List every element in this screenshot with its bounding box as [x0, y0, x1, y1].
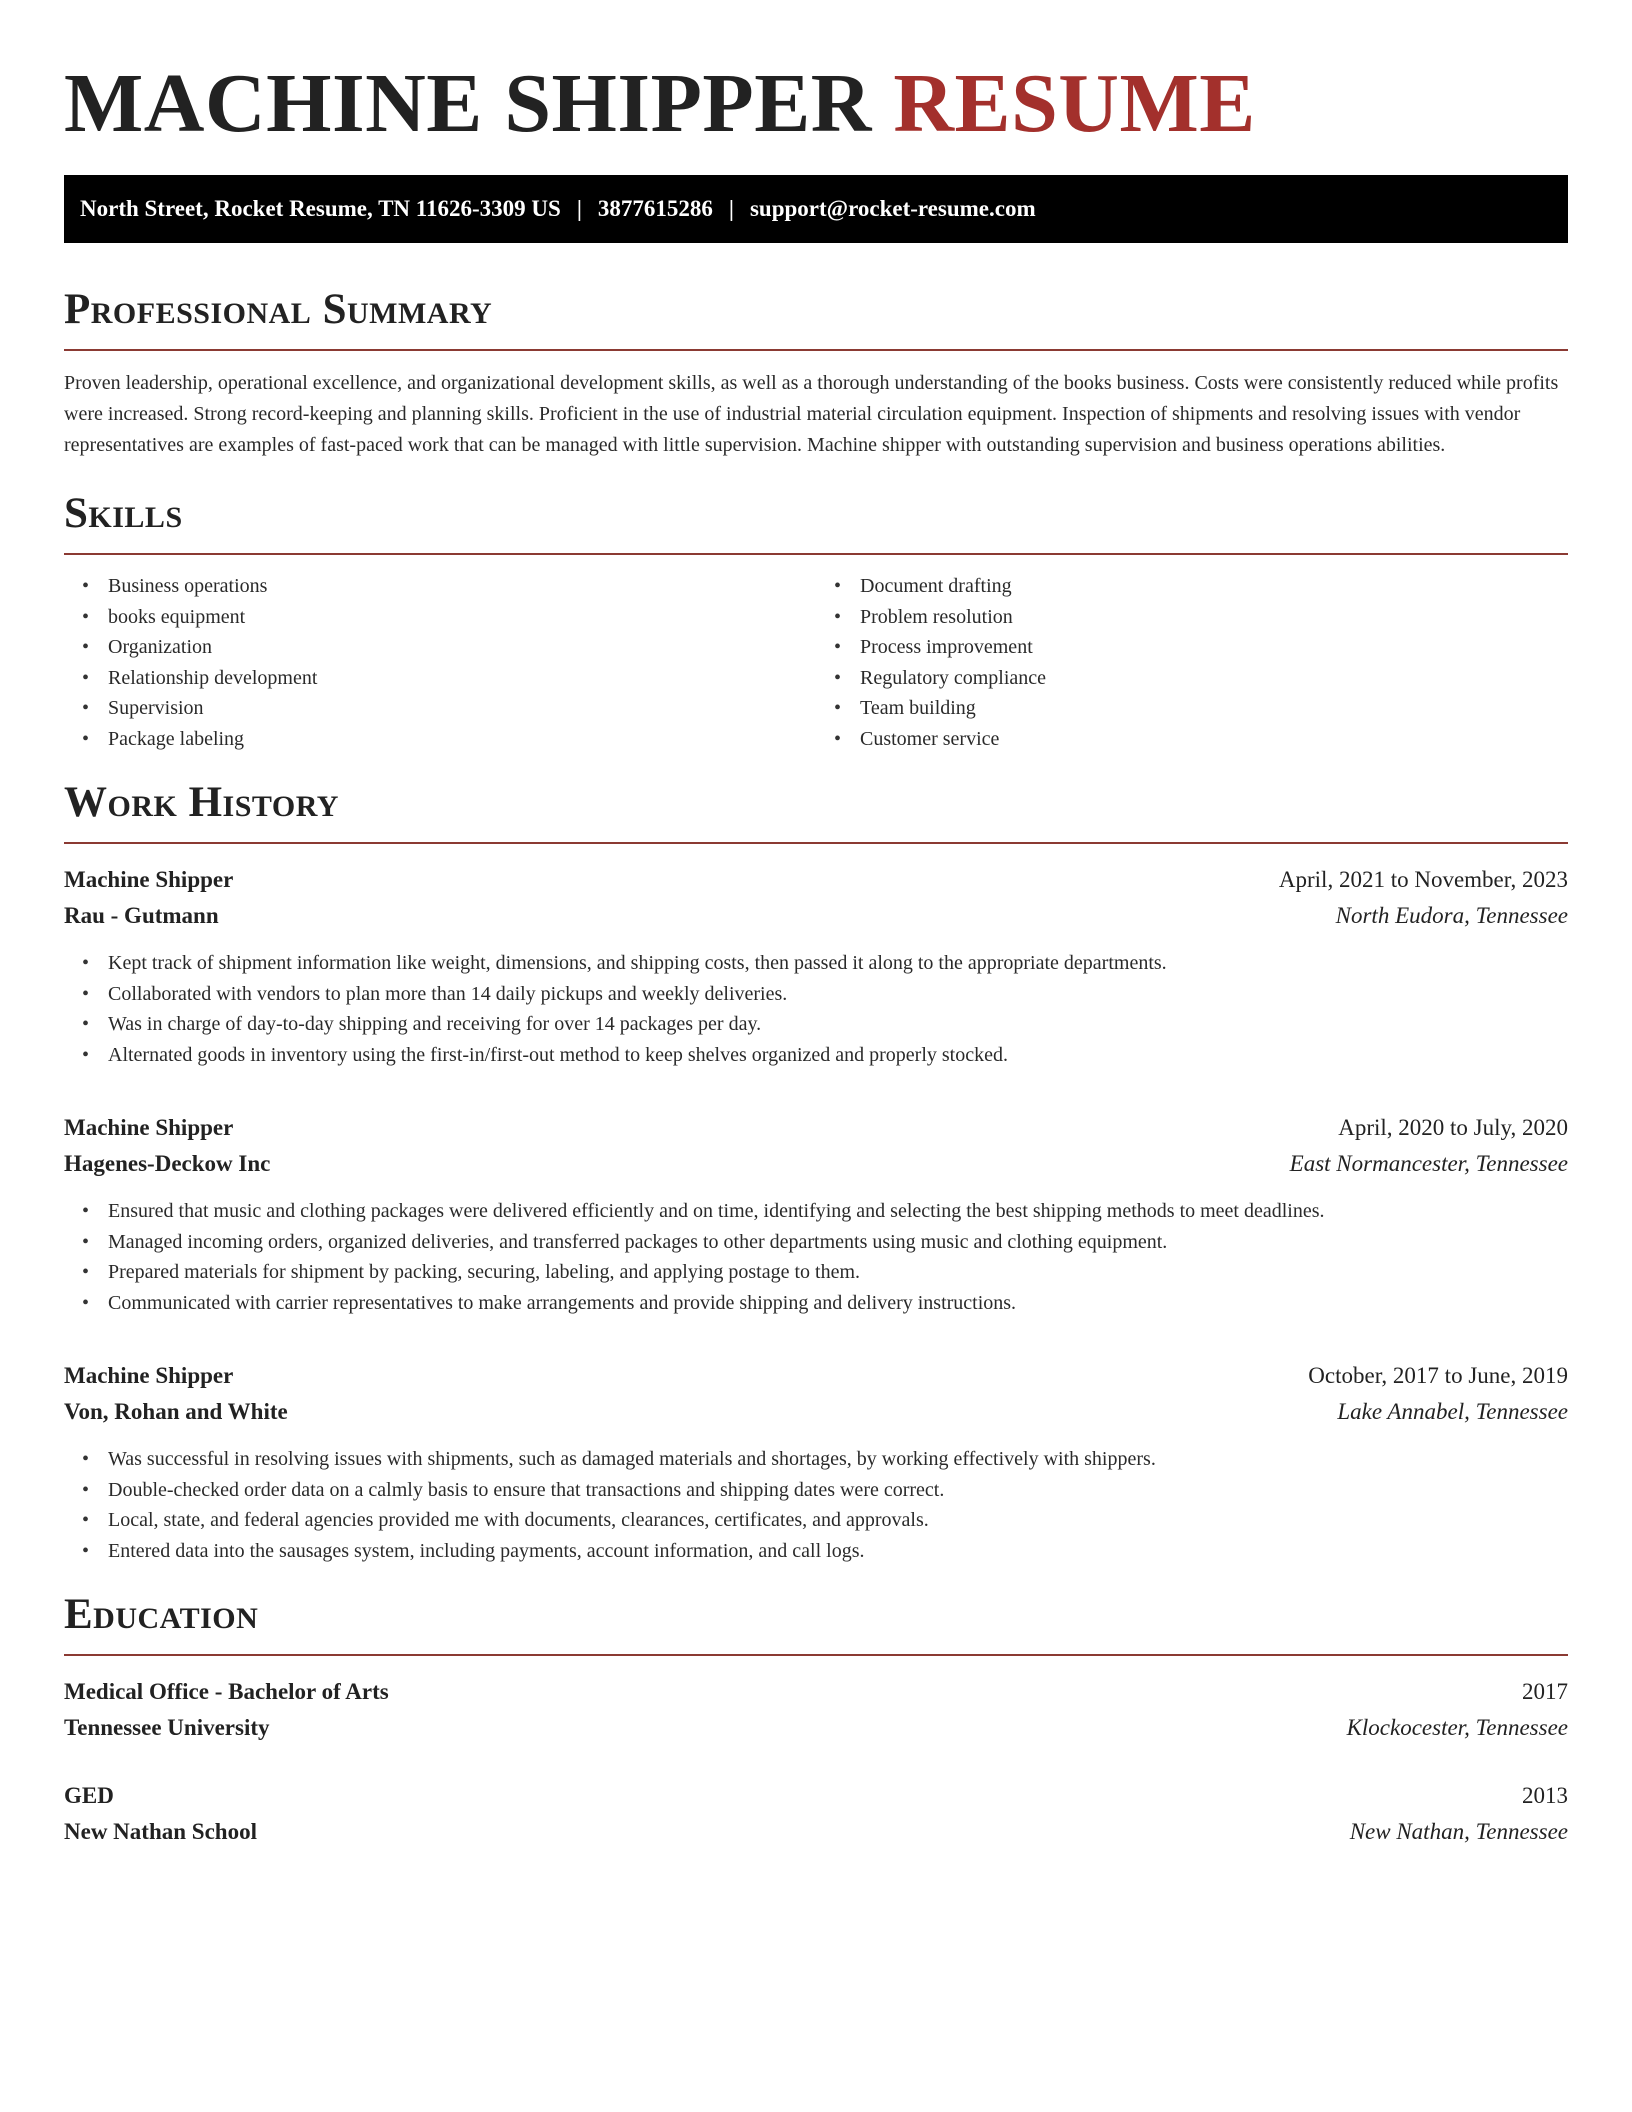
job-company-row: [64, 1394, 1568, 1430]
job-location: North Eudora, Tennessee: [1335, 903, 1568, 928]
contact-separator: |: [728, 196, 734, 221]
summary-heading: Professional Summary: [64, 285, 1568, 351]
job-title: Machine Shipper: [64, 867, 234, 892]
job-dates: April, 2021 to November, 2023: [1278, 867, 1568, 892]
skills-heading: Skills: [64, 489, 1568, 555]
page-title: [64, 0, 1568, 150]
job-dates: April, 2020 to July, 2020: [1338, 1115, 1568, 1140]
job-bullet: • Entered data into the sausages system, including payments, account information, and call logs.: [64, 1536, 1568, 1567]
summary-text: Proven leadership, operational excellence, and organizational development skills, as well as a thorough understanding of the books business. Costs were consistently reduced while profits were increased. Strong record-keeping and planning skills. Proficient in the use of industrial material circulation equipment. Inspection of shipments and resolving issues with vendor representatives are examples of fast-paced work that can be managed with little supervision. Machine shipper with outstanding supervision and business operations abilities.: [64, 372, 1559, 456]
job-entry: [64, 1358, 1568, 1566]
education-entry: [64, 1674, 1568, 1746]
job-bullet: • Communicated with carrier representatives to make arrangements and provide shipping and delivery instructions.: [64, 1288, 1568, 1319]
education-school: Tennessee University: [64, 1715, 270, 1740]
contact-phone: 3877615286: [597, 196, 713, 221]
skill-item: • Organization: [64, 632, 816, 663]
skills-column-left: [64, 571, 816, 754]
job-location: Lake Annabel, Tennessee: [1337, 1399, 1568, 1424]
skill-item: • Customer service: [816, 724, 1568, 755]
job-bullet: • Was in charge of day-to-day shipping and receiving for over 14 packages per day.: [64, 1009, 1568, 1040]
skills-column-right: [816, 571, 1568, 754]
job-bullet: • Kept track of shipment information like weight, dimensions, and shipping costs, then passed it along to the appropriate departments.: [64, 948, 1568, 979]
job-company: Von, Rohan and White: [64, 1399, 288, 1424]
contact-bar: [64, 175, 1568, 243]
job-header-row: [64, 1358, 1568, 1394]
education-year: 2013: [1522, 1783, 1568, 1808]
job-bullets: [64, 1196, 1568, 1318]
job-bullet: • Local, state, and federal agencies provided me with documents, clearances, certificates, and approvals.: [64, 1505, 1568, 1536]
job-bullets: [64, 1444, 1568, 1566]
skill-item: • Regulatory compliance: [816, 663, 1568, 694]
job-header-row: [64, 862, 1568, 898]
job-company-row: [64, 898, 1568, 934]
education-location: New Nathan, Tennessee: [1349, 1819, 1568, 1844]
job-company: Hagenes-Deckow Inc: [64, 1151, 271, 1176]
job-location: East Normancester, Tennessee: [1289, 1151, 1568, 1176]
job-company-row: [64, 1146, 1568, 1182]
skill-item: • Supervision: [64, 693, 816, 724]
education-school-row: [64, 1814, 1568, 1850]
education-degree: Medical Office - Bachelor of Arts: [64, 1679, 389, 1704]
job-title: Machine Shipper: [64, 1363, 234, 1388]
skill-item: • Problem resolution: [816, 602, 1568, 633]
job-entry: [64, 1110, 1568, 1318]
contact-email: support@rocket-resume.com: [749, 196, 1036, 221]
skill-item: • Relationship development: [64, 663, 816, 694]
job-bullet: • Double-checked order data on a calmly basis to ensure that transactions and shipping dates were correct.: [64, 1475, 1568, 1506]
job-dates: October, 2017 to June, 2019: [1308, 1363, 1568, 1388]
education-header-row: [64, 1674, 1568, 1710]
title-accent: RESUME: [893, 57, 1256, 150]
job-entry: [64, 862, 1568, 1070]
job-bullet: • Collaborated with vendors to plan more than 14 daily pickups and weekly deliveries.: [64, 979, 1568, 1010]
job-bullet: • Ensured that music and clothing packages were delivered efficiently and on time, identifying and selecting the best shipping methods to meet deadlines.: [64, 1196, 1568, 1227]
education-header-row: [64, 1778, 1568, 1814]
education-school: New Nathan School: [64, 1819, 257, 1844]
education-entry: [64, 1778, 1568, 1850]
skill-item: • Process improvement: [816, 632, 1568, 663]
education-degree: GED: [64, 1783, 114, 1808]
skill-item: • Package labeling: [64, 724, 816, 755]
title-main: MACHINE SHIPPER: [64, 57, 872, 150]
skill-item: • books equipment: [64, 602, 816, 633]
job-bullet: • Managed incoming orders, organized deliveries, and transferred packages to other departments using music and clothing equipment.: [64, 1227, 1568, 1258]
job-company: Rau - Gutmann: [64, 903, 219, 928]
contact-separator: |: [576, 196, 582, 221]
skill-item: • Document drafting: [816, 571, 1568, 602]
job-bullet: • Alternated goods in inventory using the first-in/first-out method to keep shelves organized and properly stocked.: [64, 1040, 1568, 1071]
skill-item: • Business operations: [64, 571, 816, 602]
education-location: Klockocester, Tennessee: [1346, 1715, 1568, 1740]
education-school-row: [64, 1710, 1568, 1746]
job-header-row: [64, 1110, 1568, 1146]
job-title: Machine Shipper: [64, 1115, 234, 1140]
skills-grid: [64, 571, 1568, 754]
education-year: 2017: [1522, 1679, 1568, 1704]
job-bullet: • Prepared materials for shipment by packing, securing, labeling, and applying postage to them.: [64, 1257, 1568, 1288]
skill-item: • Team building: [816, 693, 1568, 724]
job-bullet: • Was successful in resolving issues with shipments, such as damaged materials and shortages, by working effectively with shippers.: [64, 1444, 1568, 1475]
contact-address: North Street, Rocket Resume, TN 11626-3309 US: [80, 196, 561, 221]
education-heading: Education: [64, 1590, 1568, 1656]
work-history-heading: Work History: [64, 778, 1568, 844]
job-bullets: [64, 948, 1568, 1070]
